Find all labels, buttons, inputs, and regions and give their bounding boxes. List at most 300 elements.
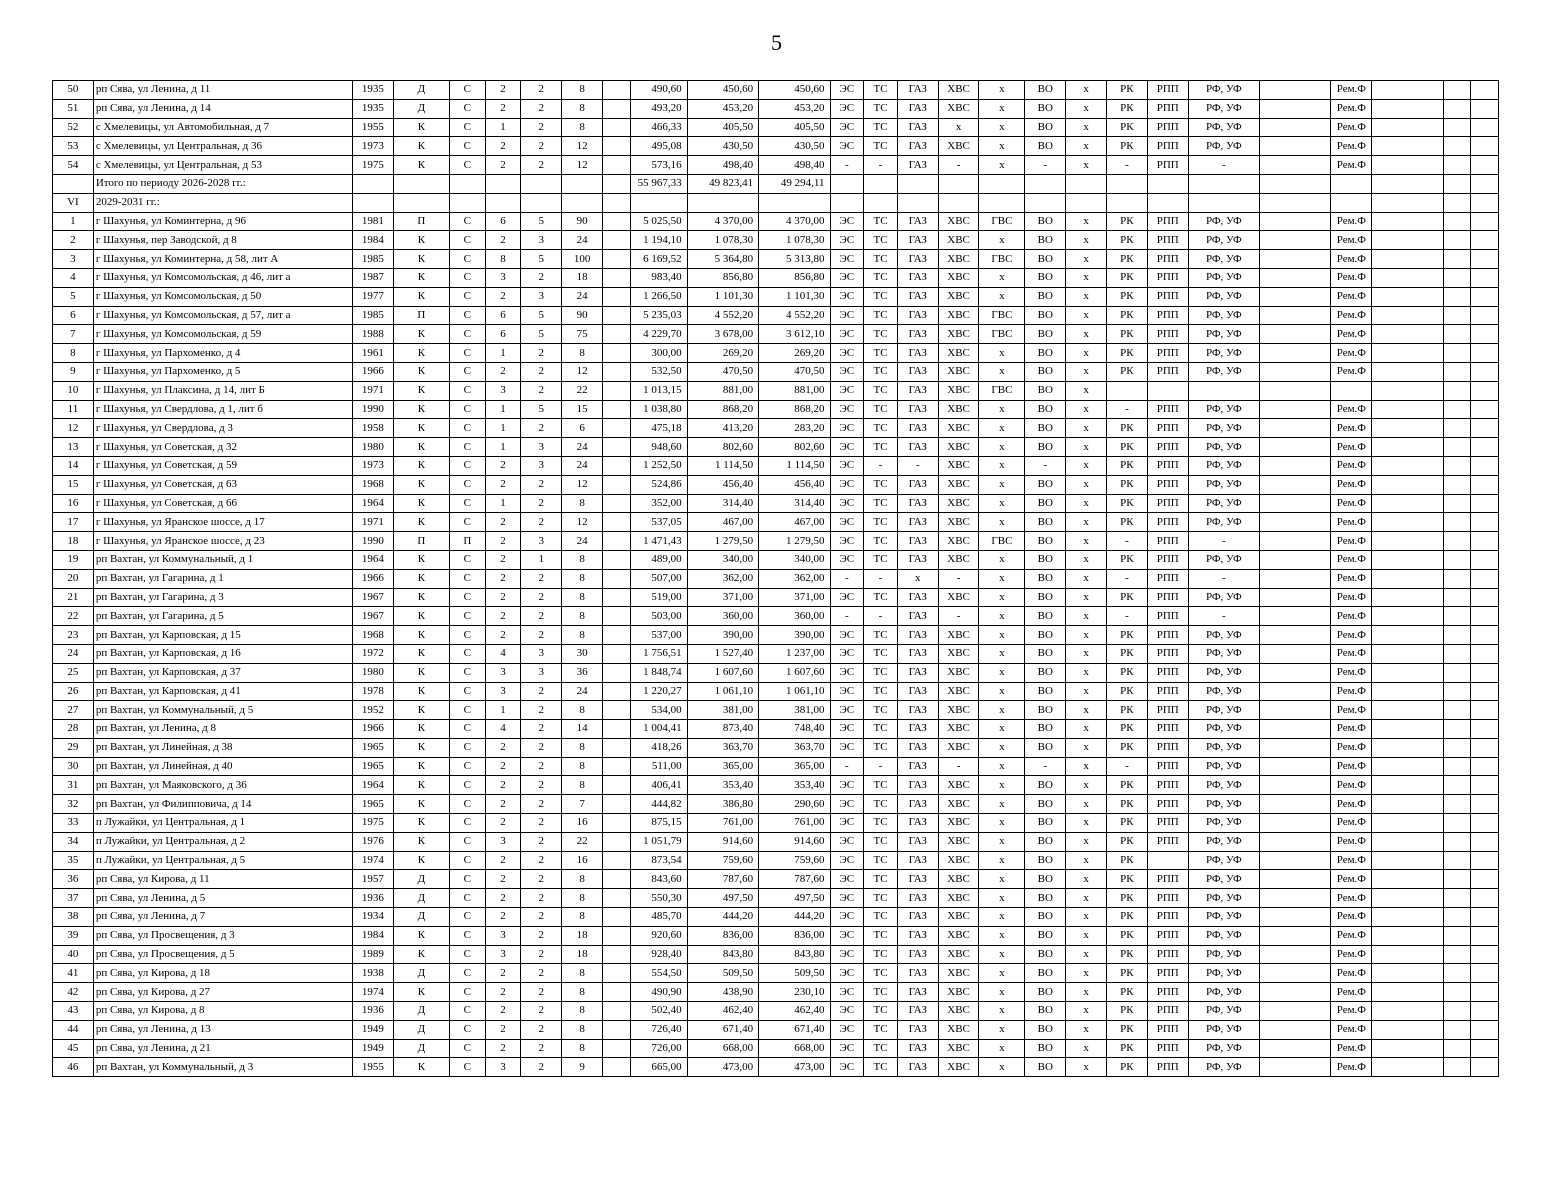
table-cell: К xyxy=(393,926,449,945)
table-cell: ГАЗ xyxy=(897,908,938,927)
table-cell xyxy=(1443,550,1471,569)
address-cell: рп Сява, ул Ленина, д 7 xyxy=(93,908,352,927)
address-cell: Итого по периоду 2026-2028 гг.: xyxy=(93,174,352,193)
address-cell: рп Сява, ул Ленина, д 13 xyxy=(93,1020,352,1039)
table-cell xyxy=(1471,1020,1499,1039)
table-cell xyxy=(602,118,630,137)
table-cell: ТС xyxy=(864,945,898,964)
table-cell xyxy=(1443,1002,1471,1021)
table-cell xyxy=(1471,513,1499,532)
table-cell xyxy=(602,287,630,306)
table-cell: ГАЗ xyxy=(897,99,938,118)
table-cell: 90 xyxy=(562,212,603,231)
table-cell: х xyxy=(979,1039,1025,1058)
table-cell: - xyxy=(1025,456,1066,475)
table-cell: х xyxy=(1066,456,1107,475)
table-cell xyxy=(1443,212,1471,231)
table-cell: РФ, УФ xyxy=(1188,832,1259,851)
table-cell: 2 xyxy=(521,81,562,100)
table-cell: ВО xyxy=(1025,682,1066,701)
table-cell: 24 xyxy=(562,231,603,250)
table-cell: РПП xyxy=(1147,720,1188,739)
table-cell: 2 xyxy=(521,588,562,607)
table-cell xyxy=(1471,325,1499,344)
table-cell: 6 169,52 xyxy=(630,250,687,269)
table-cell: С xyxy=(449,682,485,701)
address-cell: рп Вахтан, ул Коммунальный, д 3 xyxy=(93,1058,352,1077)
table-cell xyxy=(1372,1039,1443,1058)
table-cell: 1984 xyxy=(353,926,394,945)
table-cell xyxy=(1443,701,1471,720)
table-cell: 726,40 xyxy=(630,1020,687,1039)
table-cell: ТС xyxy=(864,250,898,269)
table-cell: 2 xyxy=(521,814,562,833)
table-cell: х xyxy=(979,908,1025,927)
table-cell: РК xyxy=(1107,663,1148,682)
table-cell: 532,50 xyxy=(630,362,687,381)
table-cell: ВО xyxy=(1025,738,1066,757)
table-row xyxy=(53,137,1499,156)
table-cell: ТС xyxy=(864,212,898,231)
table-cell: ВО xyxy=(1025,832,1066,851)
table-cell: 5 xyxy=(521,250,562,269)
table-cell: 418,26 xyxy=(630,738,687,757)
table-cell: С xyxy=(449,1002,485,1021)
table-cell: 3 xyxy=(485,832,521,851)
address-cell: рп Сява, ул Ленина, д 21 xyxy=(93,1039,352,1058)
table-cell: 8 xyxy=(562,550,603,569)
table-cell xyxy=(1443,720,1471,739)
table-cell: х xyxy=(1066,964,1107,983)
table-cell: 8 xyxy=(562,870,603,889)
table-cell: 2 xyxy=(521,889,562,908)
table-cell: К xyxy=(393,362,449,381)
table-row xyxy=(53,607,1499,626)
table-cell xyxy=(1443,400,1471,419)
table-cell xyxy=(1471,1058,1499,1077)
table-cell xyxy=(1260,212,1331,231)
table-cell: 1974 xyxy=(353,851,394,870)
table-cell: 2 xyxy=(485,362,521,381)
table-cell: 1965 xyxy=(353,795,394,814)
table-cell: х xyxy=(979,513,1025,532)
table-cell: С xyxy=(449,231,485,250)
row-number-cell: 6 xyxy=(53,306,94,325)
table-cell: РПП xyxy=(1147,701,1188,720)
row-number-cell: 12 xyxy=(53,419,94,438)
table-cell: К xyxy=(393,438,449,457)
table-cell: ТС xyxy=(864,720,898,739)
table-cell xyxy=(897,193,938,212)
table-cell: ТС xyxy=(864,438,898,457)
table-cell: 524,86 xyxy=(630,475,687,494)
table-cell xyxy=(602,945,630,964)
table-cell: 6 xyxy=(562,419,603,438)
table-cell: 554,50 xyxy=(630,964,687,983)
table-cell: РПП xyxy=(1147,1039,1188,1058)
table-cell: ГАЗ xyxy=(897,231,938,250)
table-cell xyxy=(1443,964,1471,983)
table-cell: 1 xyxy=(485,438,521,457)
table-cell: 4 229,70 xyxy=(630,325,687,344)
table-cell: 2 xyxy=(521,908,562,927)
table-cell: 450,60 xyxy=(759,81,830,100)
table-cell xyxy=(1260,137,1331,156)
row-number-cell: 19 xyxy=(53,550,94,569)
table-cell: 534,00 xyxy=(630,701,687,720)
table-cell: Рем.Ф xyxy=(1331,851,1372,870)
table-cell: ТС xyxy=(864,926,898,945)
table-cell: 314,40 xyxy=(759,494,830,513)
table-cell xyxy=(1260,814,1331,833)
table-cell xyxy=(1471,550,1499,569)
table-row xyxy=(53,870,1499,889)
table-cell: х xyxy=(979,569,1025,588)
address-cell: г Шахунья, ул Комсомольская, д 59 xyxy=(93,325,352,344)
table-cell: ХВС xyxy=(938,795,979,814)
table-cell: ХВС xyxy=(938,626,979,645)
table-cell: ГАЗ xyxy=(897,212,938,231)
table-cell: ЭС xyxy=(830,268,864,287)
table-cell: х xyxy=(1066,212,1107,231)
table-cell: С xyxy=(449,738,485,757)
table-cell: К xyxy=(393,738,449,757)
table-cell xyxy=(1471,964,1499,983)
table-cell: ХВС xyxy=(938,212,979,231)
table-cell: ГАЗ xyxy=(897,964,938,983)
table-cell: РПП xyxy=(1147,832,1188,851)
table-cell: 1968 xyxy=(353,475,394,494)
table-cell: ГАЗ xyxy=(897,268,938,287)
table-cell xyxy=(1260,626,1331,645)
table-cell xyxy=(1260,945,1331,964)
table-cell xyxy=(602,1020,630,1039)
table-cell: РК xyxy=(1107,720,1148,739)
table-cell xyxy=(1147,851,1188,870)
row-number-cell: 50 xyxy=(53,81,94,100)
table-cell: ЭС xyxy=(830,626,864,645)
table-cell: 24 xyxy=(562,438,603,457)
table-cell xyxy=(602,250,630,269)
table-cell: 1985 xyxy=(353,306,394,325)
table-cell: - xyxy=(1107,757,1148,776)
table-cell: Рем.Ф xyxy=(1331,1002,1372,1021)
table-cell: 2 xyxy=(485,156,521,175)
table-cell: Д xyxy=(393,889,449,908)
table-cell xyxy=(1331,193,1372,212)
table-cell: 2 xyxy=(521,99,562,118)
table-cell: ЭС xyxy=(830,644,864,663)
table-cell: 3 xyxy=(485,268,521,287)
row-number-cell: 44 xyxy=(53,1020,94,1039)
table-cell: х xyxy=(1066,306,1107,325)
table-cell: 1966 xyxy=(353,362,394,381)
address-cell: г Шахунья, ул Советская, д 59 xyxy=(93,456,352,475)
table-row xyxy=(53,776,1499,795)
table-cell: РПП xyxy=(1147,362,1188,381)
address-cell: рп Сява, ул Ленина, д 11 xyxy=(93,81,352,100)
table-cell: ЭС xyxy=(830,588,864,607)
table-cell: 1967 xyxy=(353,588,394,607)
table-cell xyxy=(1372,174,1443,193)
table-cell: 444,20 xyxy=(759,908,830,927)
table-cell: 1 756,51 xyxy=(630,644,687,663)
address-cell: г Шахунья, ул Комсомольская, д 46, лит а xyxy=(93,268,352,287)
table-cell: 8 xyxy=(562,344,603,363)
table-cell: 352,00 xyxy=(630,494,687,513)
address-cell: г Шахунья, ул Плаксина, д 14, лит Б xyxy=(93,381,352,400)
table-cell: С xyxy=(449,99,485,118)
table-cell: РФ, УФ xyxy=(1188,212,1259,231)
table-cell: 2 xyxy=(521,1058,562,1077)
row-number-cell: 37 xyxy=(53,889,94,908)
table-cell: К xyxy=(393,513,449,532)
table-cell: РК xyxy=(1107,701,1148,720)
table-cell xyxy=(393,174,449,193)
table-cell: РФ, УФ xyxy=(1188,400,1259,419)
table-row xyxy=(53,1002,1499,1021)
table-cell: РПП xyxy=(1147,795,1188,814)
table-cell: Рем.Ф xyxy=(1331,626,1372,645)
table-cell: РПП xyxy=(1147,607,1188,626)
table-cell: х xyxy=(1066,1020,1107,1039)
table-cell: 5 xyxy=(521,306,562,325)
table-cell: х xyxy=(1066,231,1107,250)
table-cell xyxy=(602,137,630,156)
table-cell: ТС xyxy=(864,532,898,551)
address-cell: г Шахунья, ул Комсомольская, д 50 xyxy=(93,287,352,306)
table-cell: 24 xyxy=(562,682,603,701)
table-cell xyxy=(1443,193,1471,212)
table-cell xyxy=(1443,306,1471,325)
table-cell: К xyxy=(393,156,449,175)
table-cell: 360,00 xyxy=(759,607,830,626)
table-cell: Рем.Ф xyxy=(1331,889,1372,908)
table-cell xyxy=(602,306,630,325)
table-cell: ВО xyxy=(1025,814,1066,833)
table-cell: 1 527,40 xyxy=(687,644,758,663)
table-cell: К xyxy=(393,569,449,588)
table-cell: х xyxy=(979,964,1025,983)
table-cell xyxy=(1443,569,1471,588)
table-cell: РК xyxy=(1107,908,1148,927)
table-cell: РФ, УФ xyxy=(1188,908,1259,927)
table-cell xyxy=(602,1002,630,1021)
table-cell: Рем.Ф xyxy=(1331,569,1372,588)
table-cell: ХВС xyxy=(938,1039,979,1058)
table-cell: 2 xyxy=(521,494,562,513)
table-cell: РК xyxy=(1107,870,1148,889)
table-cell xyxy=(1066,174,1107,193)
table-cell: РФ, УФ xyxy=(1188,1039,1259,1058)
table-cell: ГВС xyxy=(979,250,1025,269)
table-cell: ГАЗ xyxy=(897,607,938,626)
table-cell: ТС xyxy=(864,381,898,400)
table-cell xyxy=(1260,193,1331,212)
table-cell: РПП xyxy=(1147,400,1188,419)
table-cell: х xyxy=(979,99,1025,118)
table-cell: 2 xyxy=(521,926,562,945)
table-cell xyxy=(1443,325,1471,344)
table-cell: ЭС xyxy=(830,287,864,306)
table-cell: С xyxy=(449,945,485,964)
table-cell: РФ, УФ xyxy=(1188,870,1259,889)
table-cell xyxy=(1372,156,1443,175)
table-cell: 456,40 xyxy=(687,475,758,494)
address-cell: г Шахунья, ул Советская, д 32 xyxy=(93,438,352,457)
table-cell: 1935 xyxy=(353,81,394,100)
table-row xyxy=(53,193,1499,212)
table-cell: ТС xyxy=(864,682,898,701)
table-row xyxy=(53,851,1499,870)
table-cell: К xyxy=(393,682,449,701)
table-cell: 2 xyxy=(521,682,562,701)
table-cell xyxy=(1471,381,1499,400)
table-cell: 2 xyxy=(521,344,562,363)
table-cell: ХВС xyxy=(938,701,979,720)
table-cell: Д xyxy=(393,908,449,927)
table-cell: 497,50 xyxy=(687,889,758,908)
table-cell: 2 xyxy=(521,475,562,494)
table-cell: х xyxy=(1066,738,1107,757)
table-cell: 1 220,27 xyxy=(630,682,687,701)
table-cell xyxy=(1188,174,1259,193)
table-cell: 2 xyxy=(485,870,521,889)
table-cell: 2 xyxy=(521,1002,562,1021)
table-cell: ХВС xyxy=(938,419,979,438)
table-cell: 2 xyxy=(521,362,562,381)
table-row xyxy=(53,287,1499,306)
table-cell: 1 xyxy=(485,494,521,513)
table-cell: РК xyxy=(1107,1020,1148,1039)
table-cell: С xyxy=(449,118,485,137)
table-cell: х xyxy=(979,1020,1025,1039)
table-cell: 438,90 xyxy=(687,983,758,1002)
table-cell xyxy=(521,193,562,212)
row-number-cell xyxy=(53,174,94,193)
table-cell: Рем.Ф xyxy=(1331,137,1372,156)
table-cell xyxy=(1260,362,1331,381)
table-row xyxy=(53,99,1499,118)
table-cell: - xyxy=(864,757,898,776)
table-cell: 928,40 xyxy=(630,945,687,964)
table-cell: 444,20 xyxy=(687,908,758,927)
table-cell: 2 xyxy=(521,757,562,776)
table-cell: 1985 xyxy=(353,250,394,269)
table-cell: 14 xyxy=(562,720,603,739)
table-cell: 1955 xyxy=(353,118,394,137)
table-cell: Рем.Ф xyxy=(1331,607,1372,626)
table-row xyxy=(53,156,1499,175)
table-cell: 2 xyxy=(521,945,562,964)
table-cell xyxy=(602,701,630,720)
table-cell: 22 xyxy=(562,381,603,400)
table-cell: 5 xyxy=(521,212,562,231)
table-cell: ГВС xyxy=(979,325,1025,344)
table-cell: ВО xyxy=(1025,438,1066,457)
table-cell xyxy=(1443,494,1471,513)
table-cell xyxy=(602,889,630,908)
table-cell: 4 552,20 xyxy=(687,306,758,325)
table-cell: х xyxy=(979,81,1025,100)
table-cell xyxy=(1471,306,1499,325)
table-cell: 1936 xyxy=(353,889,394,908)
table-row xyxy=(53,720,1499,739)
table-cell: 365,00 xyxy=(687,757,758,776)
table-cell: ВО xyxy=(1025,268,1066,287)
table-cell: х xyxy=(979,738,1025,757)
table-cell: 1980 xyxy=(353,438,394,457)
table-cell: ГАЗ xyxy=(897,118,938,137)
table-cell: ГАЗ xyxy=(897,400,938,419)
table-cell xyxy=(1443,456,1471,475)
table-cell: 8 xyxy=(562,1039,603,1058)
table-cell: ГАЗ xyxy=(897,720,938,739)
table-cell: 490,60 xyxy=(630,81,687,100)
table-cell xyxy=(1260,268,1331,287)
table-cell: ТС xyxy=(864,362,898,381)
table-cell: х xyxy=(979,1058,1025,1077)
table-cell xyxy=(1372,682,1443,701)
table-cell: РФ, УФ xyxy=(1188,663,1259,682)
table-row xyxy=(53,983,1499,1002)
table-cell: РПП xyxy=(1147,438,1188,457)
table-cell: 8 xyxy=(562,81,603,100)
table-cell: ГАЗ xyxy=(897,832,938,851)
table-cell: 1 194,10 xyxy=(630,231,687,250)
table-cell: - xyxy=(830,757,864,776)
table-cell: РПП xyxy=(1147,475,1188,494)
table-cell: - xyxy=(864,607,898,626)
table-cell: РПП xyxy=(1147,156,1188,175)
table-cell: ЭС xyxy=(830,231,864,250)
table-cell xyxy=(1372,889,1443,908)
table-cell: ЭС xyxy=(830,325,864,344)
table-cell: С xyxy=(449,81,485,100)
table-cell xyxy=(1443,231,1471,250)
table-cell: 381,00 xyxy=(687,701,758,720)
table-cell xyxy=(562,174,603,193)
table-cell: х xyxy=(1066,268,1107,287)
table-cell: 2 xyxy=(485,814,521,833)
table-cell xyxy=(602,926,630,945)
table-cell xyxy=(602,419,630,438)
table-cell xyxy=(1260,325,1331,344)
table-cell xyxy=(602,400,630,419)
table-cell xyxy=(1260,663,1331,682)
table-cell: Рем.Ф xyxy=(1331,738,1372,757)
table-cell xyxy=(1471,156,1499,175)
table-cell: 16 xyxy=(562,814,603,833)
table-cell: ХВС xyxy=(938,908,979,927)
table-cell: - xyxy=(864,156,898,175)
table-cell: 1987 xyxy=(353,268,394,287)
table-row xyxy=(53,644,1499,663)
table-cell xyxy=(602,475,630,494)
table-cell: 1981 xyxy=(353,212,394,231)
table-cell xyxy=(1443,814,1471,833)
table-cell: Рем.Ф xyxy=(1331,757,1372,776)
table-cell: ГАЗ xyxy=(897,814,938,833)
table-cell xyxy=(1372,1058,1443,1077)
table-cell: Рем.Ф xyxy=(1331,1058,1372,1077)
table-cell: - xyxy=(938,569,979,588)
table-row xyxy=(53,268,1499,287)
row-number-cell: 54 xyxy=(53,156,94,175)
table-cell: ТС xyxy=(864,663,898,682)
address-cell: г Шахунья, ул Комсомольская, д 57, лит а xyxy=(93,306,352,325)
table-cell: 49 823,41 xyxy=(687,174,758,193)
